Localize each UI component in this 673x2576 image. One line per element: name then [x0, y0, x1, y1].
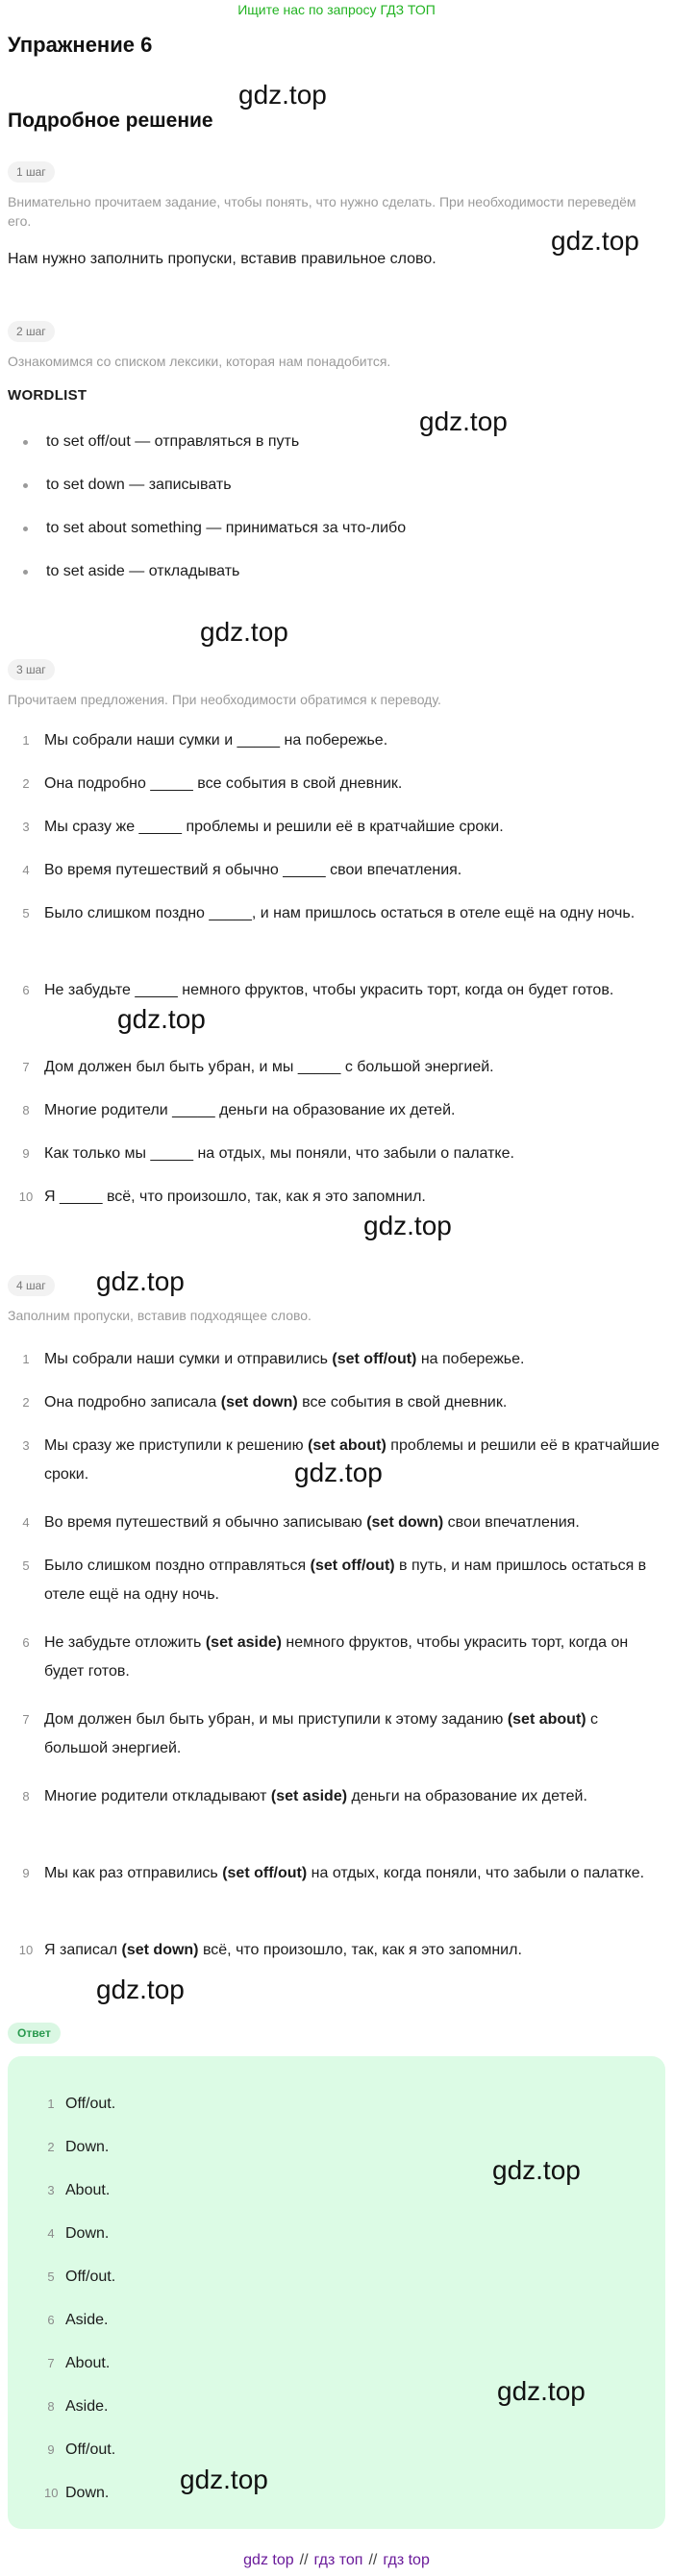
wordlist-item: [8, 430, 661, 474]
sentence-part: Мы сразу же приступили к решению: [44, 1437, 309, 1454]
sentence-part: на побережье.: [416, 1351, 525, 1367]
item-number: 1: [47, 2097, 55, 2111]
list-item: [8, 1552, 661, 1629]
answer-badge: Ответ: [8, 2023, 61, 2044]
answer-phrase: (set off/out): [222, 1865, 308, 1881]
list-item: [8, 2266, 661, 2309]
item-number: 3: [22, 1438, 30, 1453]
step-4-hint: Заполним пропуски, вставив подходящее слово.: [8, 1308, 312, 1323]
list-item: [8, 2482, 661, 2525]
list-item: [8, 813, 661, 856]
bullet-dot-icon: [23, 483, 28, 488]
sentence-text: Было слишком поздно _____, и нам пришлось остаться в отеле ещё на одну ночь.: [44, 905, 636, 921]
wordlist-item: [8, 474, 661, 517]
list-item: [8, 2093, 661, 2136]
item-number: 8: [47, 2399, 55, 2414]
sentence-text: [44, 1351, 524, 1367]
sentence-part: проблемы и решили её в кратчайшие сроки.: [44, 1437, 660, 1483]
sentence-text: Я _____ всё, что произошло, так, как я это запомнил.: [44, 1189, 426, 1205]
sentence-text: Не забудьте _____ немного фруктов, чтобы украсить торт, когда он будет готов.: [44, 982, 614, 998]
item-number: 2: [47, 2140, 55, 2154]
list-item: [8, 1705, 661, 1782]
sentence-text: Дом должен был быть убран, и мы _____ с большой энергией.: [44, 1059, 494, 1075]
list-item: [8, 1053, 661, 1096]
sentence-part: с большой энергией.: [44, 1711, 599, 1756]
sentence-part: на отдых, когда поняли, что забыли о палатке.: [307, 1865, 645, 1881]
footer-separator: //: [299, 2552, 309, 2568]
sentence-part: все события в свой дневник.: [297, 1394, 508, 1411]
sentence-text: [44, 1788, 587, 1804]
footer-link[interactable]: гдз топ: [313, 2552, 363, 2568]
item-number: 6: [47, 2313, 55, 2327]
answer-phrase: (set down): [121, 1942, 199, 1958]
item-number: 3: [47, 2183, 55, 2197]
item-number: 2: [22, 776, 30, 791]
list-item: [8, 1345, 661, 1388]
sentence-text: Мы собрали наши сумки и _____ на побережье.: [44, 732, 388, 748]
item-number: 7: [47, 2356, 55, 2370]
list-item: [8, 2222, 661, 2266]
answer-text: Off/out.: [65, 2441, 116, 2458]
wordlist-item-text: to set off/out — отправляться в путь: [46, 433, 300, 450]
watermark: gdz.top: [200, 617, 288, 647]
item-number: 7: [22, 1060, 30, 1074]
sentence-part: Во время путешествий я обычно записываю: [44, 1514, 367, 1531]
step-badge-1: 1 шаг: [8, 161, 55, 183]
list-item: [8, 899, 661, 976]
answer-text: Aside.: [65, 2398, 109, 2415]
item-number: 5: [47, 2269, 55, 2284]
sentence-part: Было слишком поздно отправляться: [44, 1558, 311, 1574]
watermark: gdz.top: [117, 1004, 206, 1034]
sentence-part: всё, что произошло, так, как я это запомнил.: [198, 1942, 522, 1958]
sentence-text: [44, 1558, 646, 1603]
step-badge-4: 4 шаг: [8, 1275, 55, 1296]
item-number: 8: [22, 1103, 30, 1117]
answer-phrase: (set off/out): [332, 1351, 417, 1367]
wordlist-item-text: to set aside — откладывать: [46, 563, 240, 579]
item-number: 10: [18, 1943, 34, 1957]
wordlist-item: [8, 560, 661, 603]
sentence-text: [44, 1865, 644, 1881]
answer-text: Off/out.: [65, 2269, 116, 2285]
sentence-text: [44, 1514, 580, 1531]
answer-text: Down.: [65, 2485, 110, 2501]
wordlist-item: [8, 517, 661, 560]
step-badge-3: 3 шаг: [8, 659, 55, 680]
search-banner: Ищите нас по запросу ГДЗ ТОП: [237, 2, 436, 17]
list-item: [8, 2309, 661, 2352]
list-item: [8, 1183, 661, 1226]
bullet-dot-icon: [23, 570, 28, 575]
footer-links: [0, 2552, 673, 2569]
list-item: [8, 1096, 661, 1140]
watermark: gdz.top: [363, 1211, 452, 1240]
answer-phrase: (set about): [308, 1437, 386, 1454]
watermark: gdz.top: [497, 2376, 586, 2406]
item-number: 4: [22, 1515, 30, 1530]
bullet-dot-icon: [23, 440, 28, 445]
answer-phrase: (set down): [220, 1394, 298, 1411]
watermark: gdz.top: [419, 406, 508, 436]
item-number: 9: [47, 2442, 55, 2457]
item-number: 8: [22, 1789, 30, 1803]
answer-phrase: (set down): [366, 1514, 444, 1531]
sentence-list: [8, 726, 661, 1226]
item-number: 1: [22, 1352, 30, 1366]
list-item: [8, 2439, 661, 2482]
footer-separator: //: [368, 2552, 378, 2568]
item-number: 3: [22, 820, 30, 834]
item-number: 5: [22, 906, 30, 920]
item-number: 9: [22, 1146, 30, 1161]
answer-sentence-list: [8, 1345, 661, 1979]
footer-link[interactable]: gdz top: [243, 2552, 294, 2568]
sentence-text: Мы сразу же _____ проблемы и решили её в кратчайшие сроки.: [44, 819, 504, 835]
step-3-hint: Прочитаем предложения. При необходимости обратимся к переводу.: [8, 692, 441, 707]
answer-text: Down.: [65, 2139, 110, 2155]
answer-text: Aside.: [65, 2312, 109, 2328]
wordlist-item-text: to set down — записывать: [46, 477, 232, 493]
watermark: gdz.top: [180, 2465, 268, 2494]
sentence-text: Как только мы _____ на отдых, мы поняли, что забыли о палатке.: [44, 1145, 514, 1162]
sentence-text: Многие родители _____ деньги на образование их детей.: [44, 1102, 456, 1118]
step-badge-2: 2 шаг: [8, 321, 55, 342]
sentence-part: свои впечатления.: [443, 1514, 580, 1531]
bullet-dot-icon: [23, 527, 28, 531]
solution-heading: Подробное решение: [8, 110, 213, 132]
step-1-text: Нам нужно заполнить пропуски, вставив правильное слово.: [8, 251, 436, 267]
step-1-hint: Внимательно прочитаем задание, чтобы понять, что нужно сделать. При необходимости переведём его.: [8, 194, 636, 229]
watermark: gdz.top: [238, 80, 327, 110]
item-number: 7: [22, 1712, 30, 1727]
item-number: 1: [22, 733, 30, 748]
answer-text: Off/out.: [65, 2096, 116, 2112]
item-number: 2: [22, 1395, 30, 1410]
item-number: 10: [44, 2486, 59, 2500]
sentence-part: деньги на образование их детей.: [347, 1788, 587, 1804]
wordlist-title: WORDLIST: [8, 387, 87, 404]
sentence-part: в путь, и нам пришлось остаться в отеле ещё на одну ночь.: [44, 1558, 647, 1603]
sentence-part: Многие родители откладывают: [44, 1788, 271, 1804]
footer-link[interactable]: гдз top: [383, 2552, 430, 2568]
answer-text: Down.: [65, 2225, 110, 2242]
item-number: 6: [22, 983, 30, 997]
wordlist: [8, 430, 661, 603]
answer-phrase: (set about): [507, 1711, 586, 1728]
item-number: 9: [22, 1866, 30, 1880]
sentence-part: Не забудьте отложить: [44, 1634, 206, 1651]
item-number: 4: [22, 863, 30, 877]
list-item: [8, 1140, 661, 1183]
sentence-part: Мы собрали наши сумки и отправились: [44, 1351, 333, 1367]
item-number: 4: [47, 2226, 55, 2241]
sentence-text: [44, 1394, 507, 1411]
answer-text: About.: [65, 2182, 111, 2198]
item-number: 5: [22, 1558, 30, 1573]
watermark: gdz.top: [96, 1975, 185, 2004]
sentence-text: [44, 1942, 522, 1958]
step-2-hint: Ознакомимся со списком лексики, которая нам понадобится.: [8, 354, 391, 369]
list-item: [8, 1782, 661, 1859]
page-title: Упражнение 6: [8, 33, 153, 57]
sentence-part: Мы как раз отправились: [44, 1865, 223, 1881]
list-item: [8, 1936, 661, 1979]
wordlist-item-text: to set about something — приниматься за что-либо: [46, 520, 407, 536]
list-item: [8, 1509, 661, 1552]
watermark: gdz.top: [492, 2155, 581, 2185]
list-item: [8, 1629, 661, 1705]
sentence-part: Я записал: [44, 1942, 122, 1958]
answer-phrase: (set off/out): [310, 1558, 395, 1574]
item-number: 6: [22, 1635, 30, 1650]
watermark: gdz.top: [551, 226, 639, 256]
list-item: [8, 726, 661, 770]
item-number: 10: [18, 1190, 34, 1204]
sentence-part: немного фруктов, чтобы украсить торт, когда он будет готов.: [44, 1634, 629, 1680]
watermark: gdz.top: [294, 1458, 383, 1487]
answer-phrase: (set aside): [205, 1634, 282, 1651]
sentence-text: [44, 1634, 628, 1680]
sentence-text: [44, 1711, 598, 1756]
answer-text: About.: [65, 2355, 111, 2371]
sentence-text: Она подробно _____ все события в свой дневник.: [44, 775, 403, 792]
sentence-part: Дом должен был быть убран, и мы приступили к этому заданию: [44, 1711, 508, 1728]
sentence-text: Во время путешествий я обычно _____ свои впечатления.: [44, 862, 462, 878]
list-item: [8, 770, 661, 813]
list-item: [8, 856, 661, 899]
sentence-part: Она подробно записала: [44, 1394, 221, 1411]
answer-phrase: (set aside): [270, 1788, 348, 1804]
list-item: [8, 1388, 661, 1432]
list-item: [8, 1859, 661, 1936]
watermark: gdz.top: [96, 1266, 185, 1296]
list-item: [8, 976, 661, 1053]
